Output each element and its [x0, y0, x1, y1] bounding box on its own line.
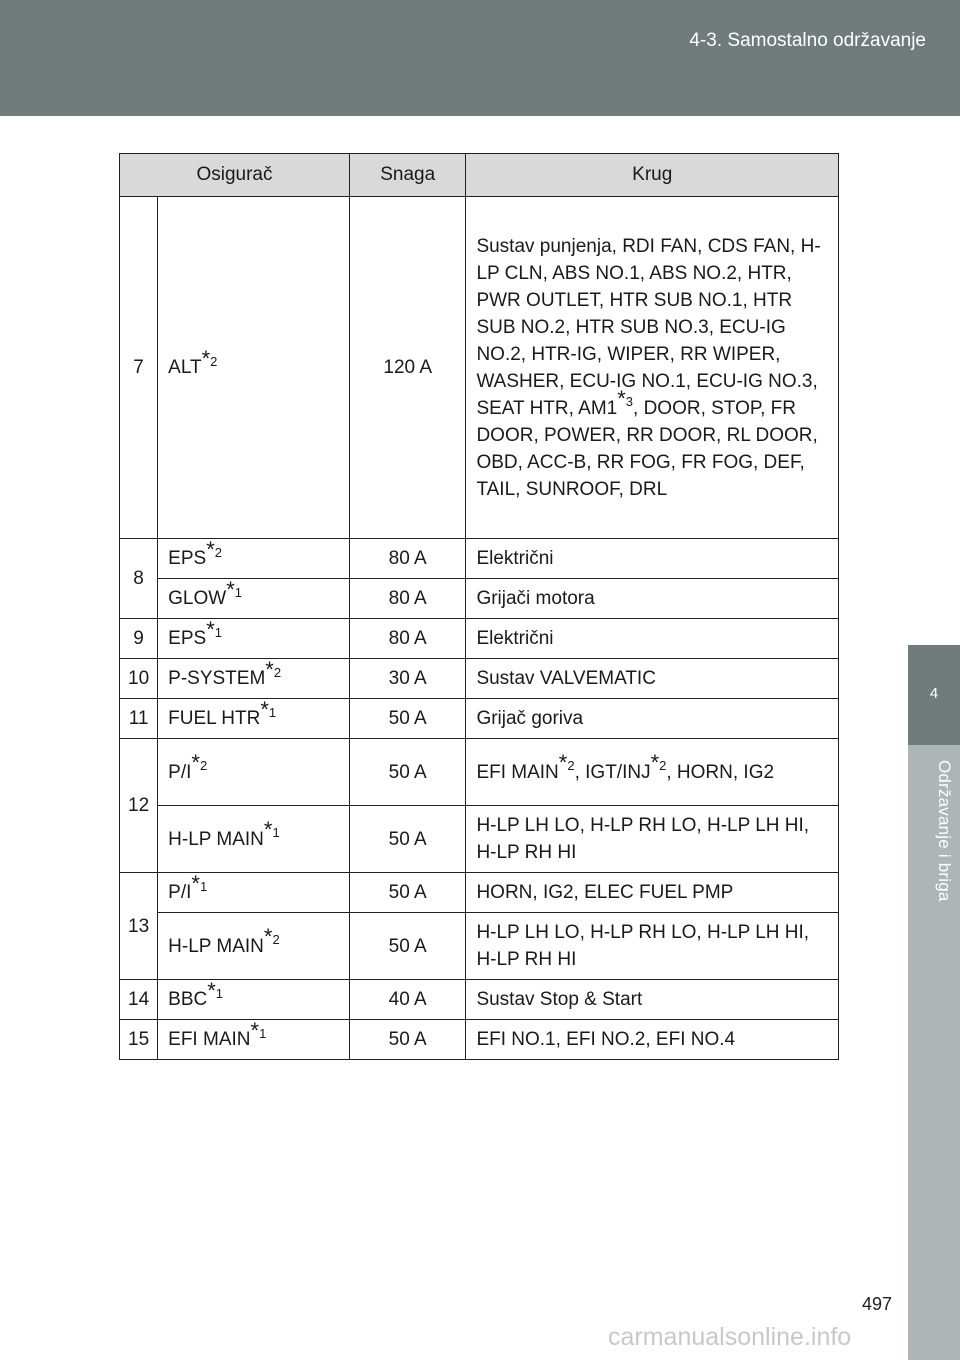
fuse-circuit: Grijač goriva	[466, 699, 839, 739]
table-row	[120, 659, 839, 699]
fuse-number: 7	[120, 197, 158, 539]
fuse-circuit: Električni	[466, 619, 839, 659]
col-header-fuse: Osigurač	[120, 154, 350, 197]
fuse-rating: 50 A	[349, 873, 465, 913]
fuse-number: 14	[120, 980, 158, 1020]
table-row	[120, 739, 839, 806]
fuse-name: GLOW$^{*1}$	[158, 579, 350, 619]
page-number: 497	[862, 1294, 893, 1314]
fuse-rating: 120 A	[349, 197, 465, 539]
col-header-rating: Snaga	[349, 154, 465, 197]
chapter-label: Održavanje i briga	[935, 760, 954, 902]
fuse-name: FUEL HTR$^{*1}$	[158, 699, 350, 739]
table-row	[120, 619, 839, 659]
table-row	[120, 699, 839, 739]
fuse-number: 11	[120, 699, 158, 739]
fuse-rating: 30 A	[349, 659, 465, 699]
chapter-tab[interactable]	[908, 645, 960, 745]
fuse-number: 15	[120, 1020, 158, 1060]
table-row	[120, 197, 839, 539]
fuse-circuit: EFI NO.1, EFI NO.2, EFI NO.4	[466, 1020, 839, 1060]
fuse-circuit: Električni	[466, 539, 839, 579]
fuse-number: 9	[120, 619, 158, 659]
fuse-rating: 50 A	[349, 1020, 465, 1060]
fuse-circuit: Sustav Stop & Start	[466, 980, 839, 1020]
table-row	[120, 539, 839, 579]
fuse-table	[119, 153, 839, 1060]
fuse-circuit: Sustav VALVEMATIC	[466, 659, 839, 699]
fuse-name: EPS$^{*2}$	[158, 539, 350, 579]
section-title: 4-3. Samostalno održavanje	[689, 30, 926, 51]
fuse-rating: 80 A	[349, 579, 465, 619]
fuse-name: H-LP MAIN$^{*2}$	[158, 913, 350, 980]
fuse-name: EPS$^{*1}$	[158, 619, 350, 659]
fuse-name: H-LP MAIN$^{*1}$	[158, 806, 350, 873]
watermark-link[interactable]: carmanualsonline.info	[608, 1323, 852, 1351]
table-row	[120, 1020, 839, 1060]
table-row	[120, 806, 839, 873]
fuse-circuit: H-LP LH LO, H-LP RH LO, H-LP LH HI, H-LP RH HI	[466, 806, 839, 873]
fuse-circuit: Sustav punjenja, RDI FAN, CDS FAN, H-LP CLN, ABS NO.1, ABS NO.2, HTR, PWR OUTLET, HTR SUB NO.1, HTR SUB NO.2, HTR SUB NO.3, ECU-IG NO.2, HTR-IG, WIPER, RR WIPER, WASHER, ECU-IG NO.1, ECU-IG NO.3, SEAT HTR, AM1$^{*3}$, DOOR, STOP, FR DOOR, POWER, RR DOOR, RL DOOR, OBD, ACC-B, RR FOG, FR FOG, DEF, TAIL, SUNROOF, DRL	[466, 197, 839, 539]
fuse-rating: 50 A	[349, 699, 465, 739]
header-bar	[0, 0, 960, 116]
fuse-circuit: Grijači motora	[466, 579, 839, 619]
fuse-name: $P/I^{*2}$	[158, 739, 350, 806]
table-row	[120, 913, 839, 980]
fuse-rating: 80 A	[349, 619, 465, 659]
fuse-rating: 50 A	[349, 739, 465, 806]
fuse-name: EFI MAIN$^{*1}$	[158, 1020, 350, 1060]
table-row	[120, 873, 839, 913]
fuse-name: $P/I^{*1}$	[158, 873, 350, 913]
table-row	[120, 579, 839, 619]
fuse-rating: 50 A	[349, 806, 465, 873]
fuse-circuit: H-LP LH LO, H-LP RH LO, H-LP LH HI, H-LP RH HI	[466, 913, 839, 980]
fuse-circuit: HORN, IG2, ELEC FUEL PMP	[466, 873, 839, 913]
fuse-circuit: EFI MAIN$^{*2}$, IGT/INJ$^{*2}$, HORN, IG2	[466, 739, 839, 806]
fuse-number: 13	[120, 873, 158, 980]
fuse-rating: 50 A	[349, 913, 465, 980]
fuse-number: 8	[120, 539, 158, 619]
chapter-number: 4	[929, 685, 939, 702]
fuse-rating: 40 A	[349, 980, 465, 1020]
table-row	[120, 980, 839, 1020]
fuse-name: BBC$^{*1}$	[158, 980, 350, 1020]
fuse-rating: 80 A	[349, 539, 465, 579]
fuse-number: 12	[120, 739, 158, 873]
table-header-row	[120, 154, 839, 197]
fuse-name: P-SYSTEM$^{*2}$	[158, 659, 350, 699]
fuse-name: ALT$^{*2}$	[158, 197, 350, 539]
fuse-number: 10	[120, 659, 158, 699]
col-header-circuit: Krug	[466, 154, 839, 197]
